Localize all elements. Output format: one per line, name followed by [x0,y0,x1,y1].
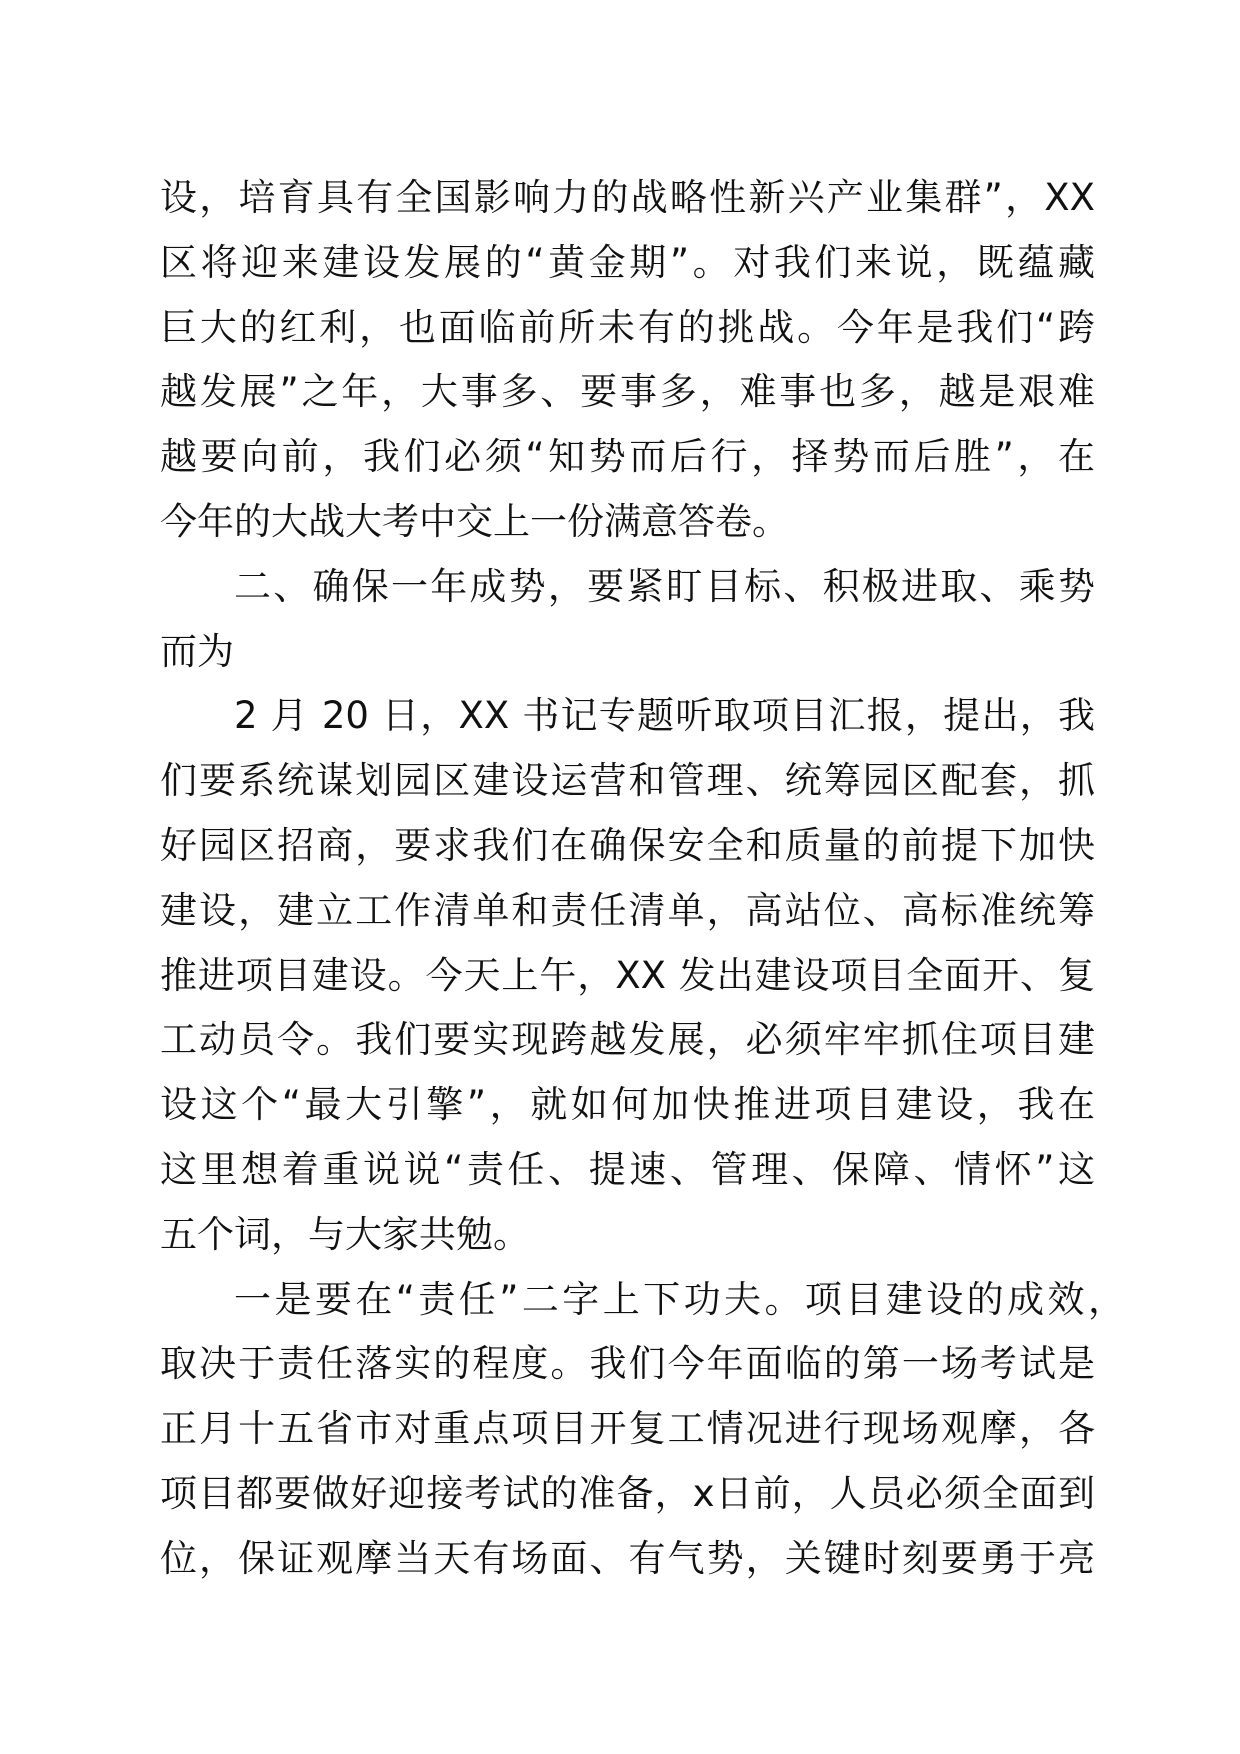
text-line: 项目都要做好迎接考试的准备，x日前，人员必须全面到 [160,1471,1095,1515]
text-line: 这里想着重说说“责任、提速、管理、保障、情怀”这 [160,1147,1095,1191]
text-line: 而为 [160,629,234,673]
text-line: 今年的大战大考中交上一份满意答卷。 [160,499,789,543]
text-line: 五个词，与大家共勉。 [160,1212,530,1256]
text-line: 越要向前，我们必须“知势而后行，择势而后胜”，在 [160,435,1095,479]
text-line: 建设，建立工作清单和责任清单，高站位、高标准统筹 [160,888,1095,932]
text-line: 工动员令。我们要实现跨越发展，必须牢牢抓住项目建 [160,1018,1095,1062]
text-line: 好园区招商，要求我们在确保安全和质量的前提下加快 [160,823,1095,867]
text-line: 设，培育具有全国影响力的战略性新兴产业集群”，XX [160,176,1095,219]
text-line: 取决于责任落实的程度。我们今年面临的第一场考试是 [160,1342,1095,1386]
text-line: 设这个“最大引擎”，就如何加快推进项目建设，我在 [160,1083,1095,1127]
paragraph [160,684,1095,1267]
text-line: 二、确保一年成势，要紧盯目标、积极进取、乘势 [234,564,1095,608]
section-heading [160,555,1095,685]
text-line: 推进项目建设。今天上午，XX 发出建设项目全面开、复 [160,953,1095,997]
text-line: 们要系统谋划园区建设运营和管理、统筹园区配套，抓 [160,759,1095,803]
text-line: 一是要在“责任”二字上下功夫。项目建设的成效， [234,1277,1125,1321]
text-line: 2 月 20 日，XX 书记专题听取项目汇报，提出，我 [234,694,1095,738]
paragraph [160,1268,1125,1592]
text-line: 区将迎来建设发展的“黄金期”。对我们来说，既蕴藏 [160,240,1095,284]
document-body [160,166,1125,1592]
text-line: 正月十五省市对重点项目开复工情况进行现场观摩，各 [160,1407,1095,1451]
text-line: 位，保证观摩当天有场面、有气势，关键时刻要勇于亮 [160,1536,1095,1580]
paragraph [160,166,1095,555]
text-line: 巨大的红利，也面临前所未有的挑战。今年是我们“跨 [160,305,1095,349]
text-line: 越发展”之年，大事多、要事多，难事也多，越是艰难 [160,370,1095,414]
